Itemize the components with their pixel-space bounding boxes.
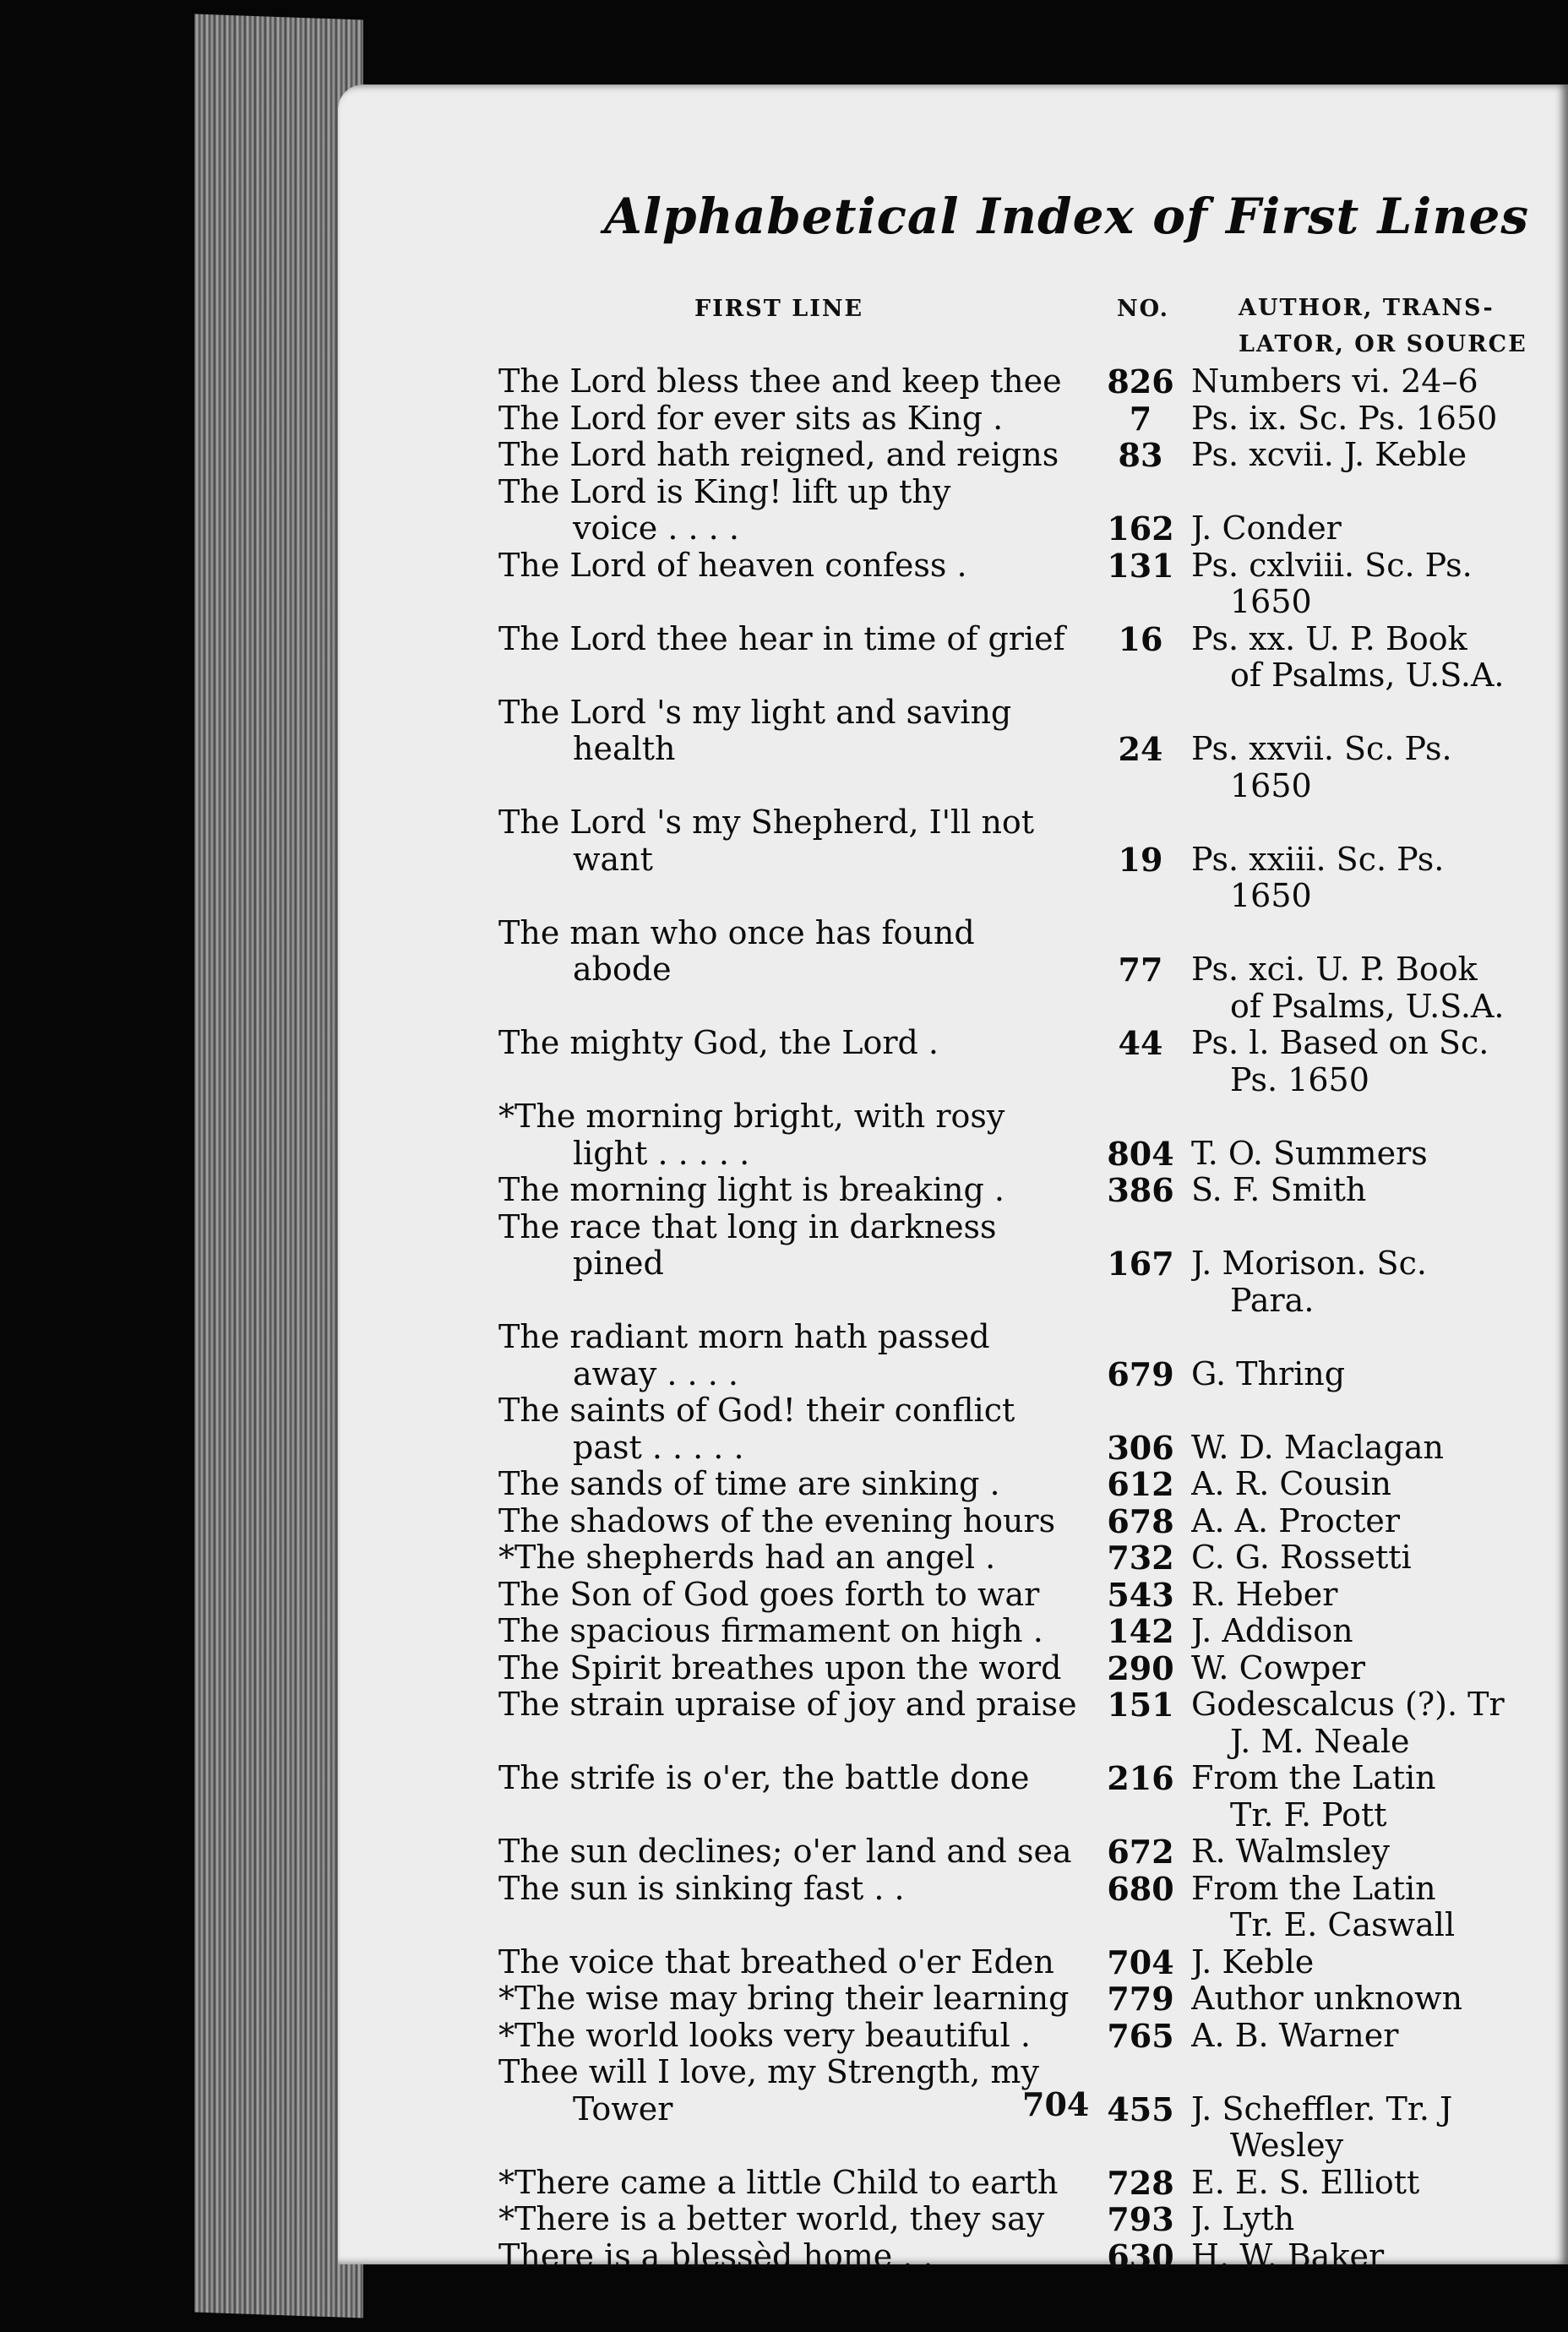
author-source [1191,1650,1563,1687]
author-line1: From the Latin [1191,1760,1436,1796]
hymn-number: 765 [1107,2016,1174,2055]
index-entry [498,1025,1568,1098]
first-line-text [498,1539,1090,1577]
first-line-line1: *The shepherds had an angel . [498,1539,996,1576]
first-line-text [498,548,1090,621]
hymn-number: 386 [1107,1171,1174,1209]
hymn-number: 455 [1107,2090,1174,2128]
index-entry [498,2201,1568,2238]
first-line-text [498,1760,1090,1833]
first-line-line1: The Lord bless thee and keep thee [498,362,1062,400]
column-header-author-line2: LATOR, OR SOURCE [1239,331,1527,357]
hymn-number: 630 [1107,2237,1174,2275]
index-entry [498,1871,1568,1944]
index-entries [498,363,1568,2275]
index-entry [498,437,1568,474]
first-line-line1: The sands of time are sinking . [498,1465,1000,1502]
author-line1: Ps. cxlviii. Sc. Ps. [1191,547,1473,584]
hymn-number: 151 [1107,1686,1174,1724]
first-line-text [498,1981,1090,2018]
first-line-text [498,400,1090,438]
first-line-line1: The spacious firmament on high . [498,1612,1043,1649]
author-line2: Tr. E. Caswall [1230,1906,1456,1943]
hymn-number: 672 [1107,1833,1174,1871]
first-line-line1: The Lord 's my Shepherd, I'll not [498,804,1035,841]
first-line-line2: Tower [573,2090,673,2128]
hymn-number: 290 [1107,1648,1174,1687]
author-line2: Tr. F. Pott [1230,1795,1387,1833]
first-line-line1: The shadows of the evening hours [498,1501,1056,1539]
first-line-line1: The Son of God goes forth to war [498,1575,1040,1613]
author-source [1191,1981,1563,2018]
first-line-line2: abode [573,951,672,988]
first-line-text [498,1466,1090,1503]
author-source [1191,1025,1563,1098]
author-line1: Ps. xxvii. Sc. Ps. [1191,730,1452,767]
author-source [1191,2201,1563,2238]
page-number: 704 [1022,2085,1090,2123]
page-title: Alphabetical Index of First Lines [604,188,1530,245]
hymn-number: 44 [1118,1024,1163,1062]
first-line-line2: away . . . . [573,1354,738,1392]
author-source [1191,1871,1563,1944]
author-line1: J. Keble [1191,1943,1315,1981]
hymn-number: 728 [1107,2163,1174,2202]
index-entry [498,474,1568,548]
hymn-number: 306 [1107,1428,1174,1467]
index-entry [498,621,1568,695]
hymn-number: 612 [1107,1465,1174,1503]
index-entry [498,1098,1568,1172]
first-line-line1: The sun is sinking fast . . [498,1869,905,1907]
first-line-text [498,915,1090,1026]
index-entry [498,1944,1568,1981]
author-source [1191,1209,1563,1320]
author-line1: Ps. l. Based on Sc. [1191,1025,1489,1061]
author-line2: Ps. 1650 [1230,1060,1369,1098]
first-line-line2: health [573,730,676,767]
hymn-number: 142 [1107,1612,1174,1650]
first-line-text [498,437,1090,474]
first-line-text [498,1613,1090,1650]
first-line-text [498,1172,1090,1209]
hymn-number: 167 [1107,1245,1174,1283]
index-entry [498,2238,1568,2275]
first-line-line1: The mighty God, the Lord . [498,1024,939,1061]
first-line-text [498,1686,1090,1760]
author-line1: Ps. xci. U. P. Book [1191,951,1478,988]
first-line-text [498,1871,1090,1944]
first-line-line2: light . . . . . [573,1134,750,1172]
author-line1: G. Thring [1191,1354,1346,1392]
first-line-text [498,1503,1090,1540]
author-source [1191,1466,1563,1503]
author-line1: Numbers vi. 24–6 [1191,363,1478,400]
index-entry [498,1392,1568,1466]
index-entry [498,1577,1568,1614]
index-entry [498,1686,1568,1760]
first-line-text [498,363,1090,400]
author-line2: 1650 [1230,766,1312,804]
column-header-first-line: FIRST LINE [694,296,864,322]
author-line1: Ps. xxiii. Sc. Ps. [1191,840,1445,878]
first-line-line1: The voice that breathed o'er Eden [498,1942,1054,1981]
author-source [1191,1503,1563,1540]
first-line-text [498,804,1090,915]
index-entry [498,1833,1568,1871]
index-entry [498,400,1568,438]
first-line-line2: past . . . . . [573,1428,744,1466]
first-line-line1: *The wise may bring their learning [498,1980,1070,2017]
author-line1: J. Addison [1191,1613,1353,1649]
hymn-number: 16 [1118,619,1163,658]
first-line-line1: The sun declines; o'er land and sea [498,1833,1072,1870]
author-source [1191,363,1563,400]
author-source [1191,1760,1563,1833]
index-entry [498,363,1568,400]
first-line-line1: There is a blessèd home . . [498,2237,934,2275]
first-line-line1: The Spirit breathes upon the word [498,1648,1062,1686]
author-line1: J. Lyth [1191,2201,1295,2237]
index-entry [498,1650,1568,1687]
author-line1: A. B. Warner [1191,2017,1399,2054]
first-line-text [498,2018,1090,2055]
first-line-text [498,2238,1090,2275]
first-line-text [498,1577,1090,1614]
index-entry [498,1209,1568,1320]
author-line1: R. Heber [1191,1576,1338,1613]
first-line-text [498,2201,1090,2238]
hymn-number: 704 [1107,1942,1174,1981]
author-line1: Ps. ix. Sc. Ps. 1650 [1191,400,1498,437]
author-line1: R. Walmsley [1191,1833,1390,1870]
author-line1: J. Conder [1191,509,1342,547]
author-source [1191,474,1563,548]
author-line1: J. Scheffler. Tr. J [1191,2090,1453,2128]
hymn-number: 804 [1107,1134,1174,1173]
hymn-number: 19 [1118,840,1163,879]
author-line2: J. M. Neale [1230,1722,1410,1760]
author-source [1191,1172,1563,1209]
index-entry [498,1613,1568,1650]
author-source [1191,2165,1563,2202]
first-line-line1: The strife is o'er, the battle done [498,1759,1030,1796]
index-entry [498,1466,1568,1503]
author-line1: From the Latin [1191,1870,1436,1907]
author-source [1191,548,1563,621]
author-line1: Ps. xx. U. P. Book [1191,620,1467,657]
column-header-author [1239,290,1527,362]
first-line-text [498,1025,1090,1098]
index-entry [498,1539,1568,1577]
author-line1: Author unknown [1191,1981,1463,2017]
index-entry [498,915,1568,1026]
author-line2: 1650 [1230,583,1312,620]
first-line-text [498,2165,1090,2202]
hymn-number: 216 [1107,1759,1174,1797]
author-source [1191,1944,1563,1981]
hymn-number: 77 [1118,951,1163,989]
author-source [1191,1098,1563,1172]
first-line-text [498,474,1090,548]
first-line-text [498,695,1090,805]
author-source [1191,1392,1563,1466]
index-entry [498,1319,1568,1392]
author-line2: Wesley [1230,2127,1344,2164]
first-line-text [498,1098,1090,1172]
index-entry [498,2018,1568,2055]
author-source [1191,1539,1563,1577]
author-line1: W. D. Maclagan [1191,1428,1444,1466]
index-entry [498,1981,1568,2018]
author-source [1191,1613,1563,1650]
first-line-line1: *The morning bright, with rosy [498,1098,1005,1135]
first-line-text [498,1319,1090,1392]
hymn-number: 24 [1118,730,1163,768]
first-line-text [498,1209,1090,1320]
first-line-line1: The Lord hath reigned, and reigns [498,436,1059,473]
first-line-line2: voice . . . . [573,509,739,547]
first-line-text [498,2054,1090,2165]
first-line-line1: The Lord is King! lift up thy [498,472,951,510]
index-entry [498,1172,1568,1209]
column-header-author-line1: AUTHOR, TRANS- [1239,295,1494,321]
hymn-number: 779 [1107,1980,1174,2018]
author-source [1191,695,1563,805]
first-line-text [498,1392,1090,1466]
hymn-number: 793 [1107,2200,1174,2238]
index-entry [498,1760,1568,1833]
author-line2: of Psalms, U.S.A. [1230,657,1505,694]
index-entry [498,695,1568,805]
author-source [1191,1319,1563,1392]
first-line-line2: pined [573,1245,664,1282]
author-source [1191,1686,1563,1760]
hymn-number: 680 [1107,1869,1174,1908]
author-source [1191,2054,1563,2165]
first-line-line1: Thee will I love, my Strength, my [498,2053,1039,2090]
first-line-line1: *There came a little Child to earth [498,2163,1059,2201]
first-line-line1: The Lord for ever sits as King . [498,399,1004,437]
index-entry [498,1503,1568,1540]
first-line-line2: want [573,840,653,878]
author-line1: Godescalcus (?). Tr [1191,1686,1505,1723]
first-line-line1: *The world looks very beautiful . [498,2016,1031,2054]
first-line-text [498,1944,1090,1981]
hymn-number: 7 [1129,399,1152,438]
index-entry [498,804,1568,915]
first-line-line1: The morning light is breaking . [498,1171,1004,1208]
first-line-line1: The race that long in darkness [498,1207,997,1245]
first-line-text [498,621,1090,695]
hymn-number: 732 [1107,1539,1174,1577]
author-line1: S. F. Smith [1191,1172,1367,1208]
first-line-line1: The strain upraise of joy and praise [498,1686,1077,1723]
author-line2: Para. [1230,1281,1315,1319]
author-line2: of Psalms, U.S.A. [1230,987,1505,1025]
author-source [1191,2018,1563,2055]
author-line1: Ps. xcvii. J. Keble [1191,437,1467,473]
author-source [1191,1577,1563,1614]
first-line-line1: The radiant morn hath passed [498,1318,990,1355]
author-line1: J. Morison. Sc. [1191,1245,1427,1282]
author-source [1191,1833,1563,1871]
first-line-line1: *There is a better world, they say [498,2200,1045,2237]
hymn-number: 678 [1107,1501,1174,1540]
author-line1: H. W. Baker [1191,2237,1385,2275]
author-line1: T. O. Summers [1191,1134,1428,1172]
hymn-number: 162 [1107,509,1174,548]
hymn-number: 826 [1107,362,1174,400]
author-line1: E. E. S. Elliott [1191,2164,1420,2201]
first-line-text [498,1650,1090,1687]
hymn-number: 131 [1107,546,1174,585]
index-entry [498,2165,1568,2202]
author-line1: A. R. Cousin [1191,1466,1391,1502]
hymn-number: 679 [1107,1354,1174,1393]
author-source [1191,621,1563,695]
first-line-line1: The saints of God! their conflict [498,1392,1015,1429]
first-line-line1: The man who once has found [498,913,975,951]
author-source [1191,400,1563,438]
index-entry [498,548,1568,621]
author-line1: C. G. Rossetti [1191,1539,1412,1576]
column-header-number: NO. [1117,296,1170,322]
author-source [1191,437,1563,474]
hymn-number: 543 [1107,1575,1174,1614]
first-line-line1: The Lord thee hear in time of grief [498,619,1065,657]
author-line1: A. A. Procter [1191,1502,1401,1539]
author-line2: 1650 [1230,877,1312,914]
author-source [1191,804,1563,915]
author-source [1191,2238,1563,2275]
first-line-text [498,1833,1090,1871]
author-source [1191,915,1563,1026]
author-line1: W. Cowper [1191,1649,1366,1686]
first-line-line1: The Lord of heaven confess . [498,546,967,584]
first-line-line1: The Lord 's my light and saving [498,693,1012,731]
hymn-number: 83 [1118,436,1163,474]
